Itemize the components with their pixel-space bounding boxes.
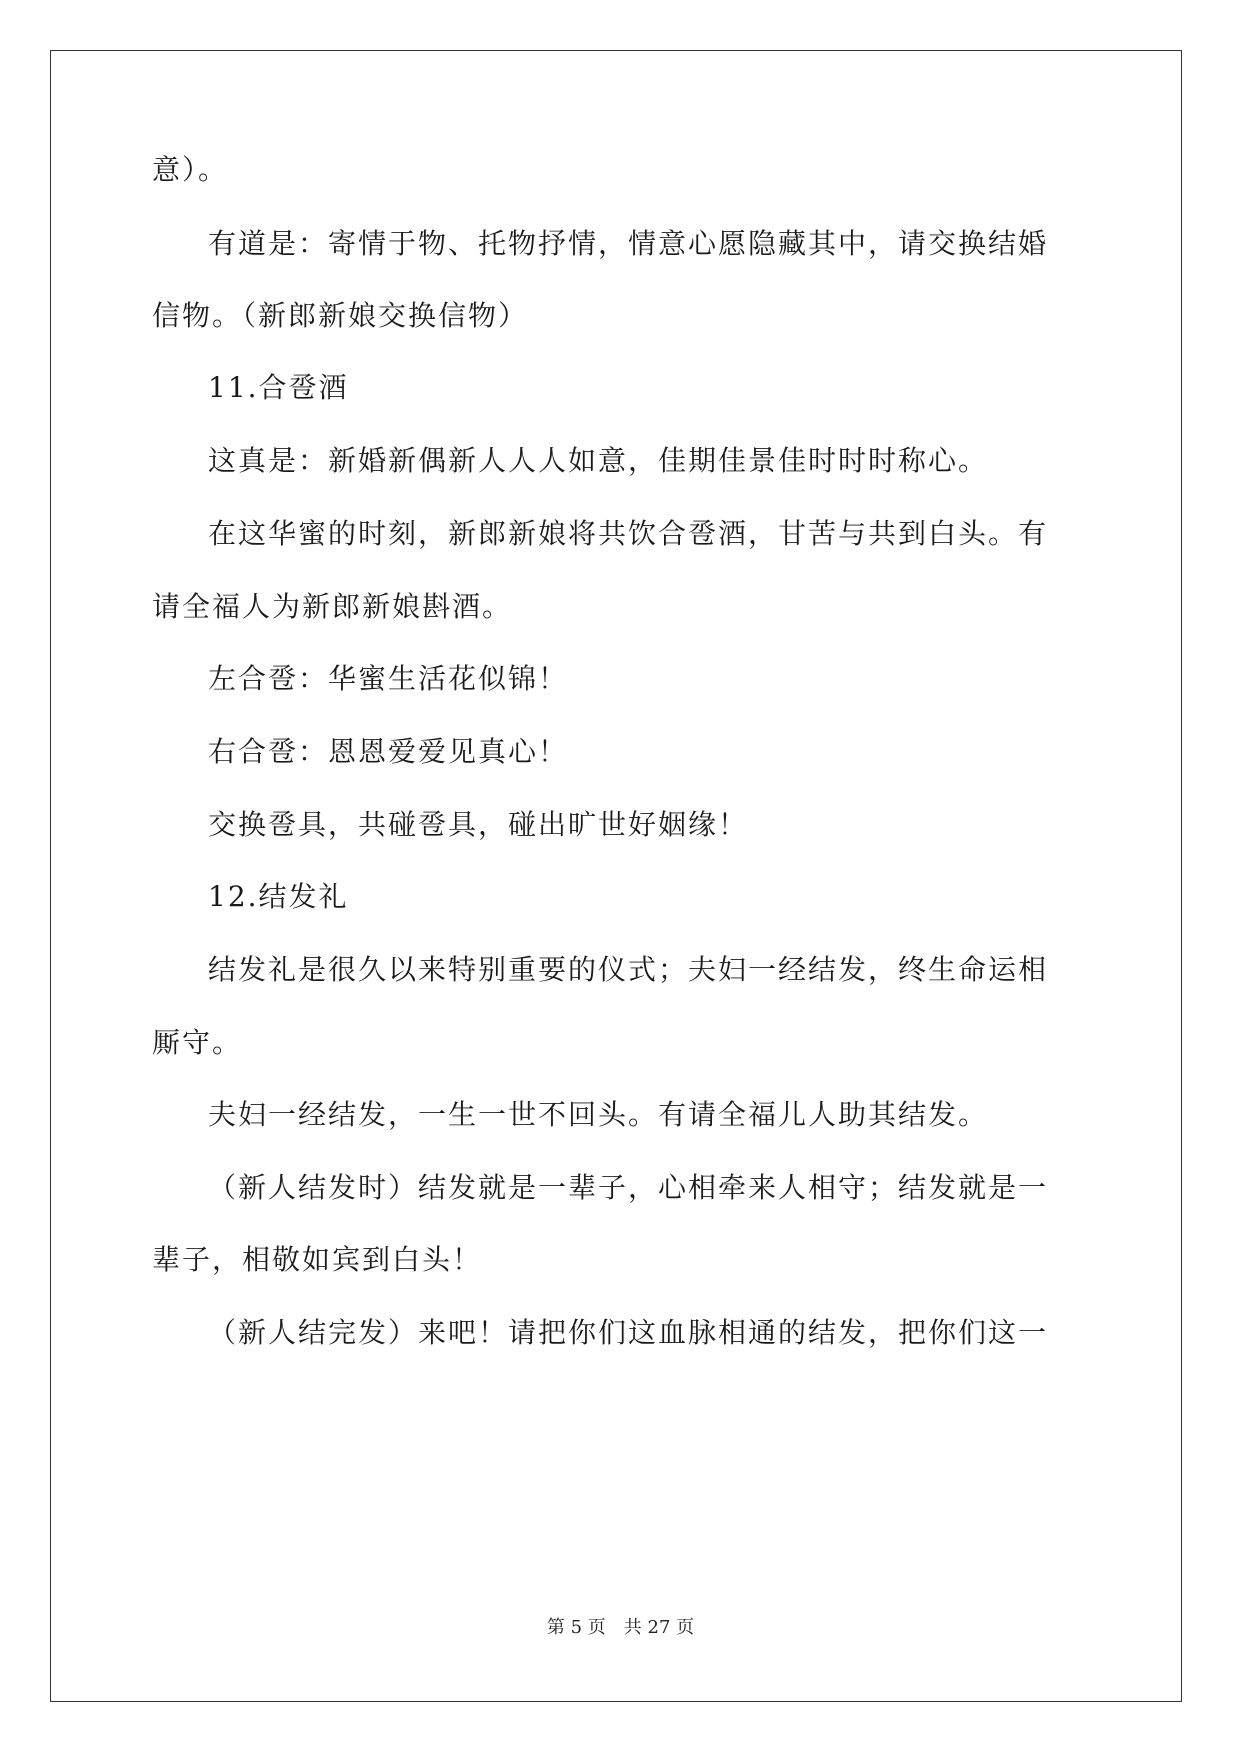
text-line: 厮守。 bbox=[152, 1026, 243, 1059]
paragraph-line: 这真是：新婚新偶新人人人如意，佳期佳景佳时时时称心。 bbox=[208, 444, 989, 477]
text-line: 意）。 bbox=[152, 153, 229, 186]
section-heading: 11.合卺酒 bbox=[208, 371, 349, 404]
text-line: 辈子，相敬如宾到白头！ bbox=[152, 1243, 483, 1276]
page-footer bbox=[0, 1616, 1241, 1640]
paragraph-line: （新人结完发）来吧！请把你们这血脉相通的结发，把你们这一 bbox=[208, 1316, 1049, 1349]
paragraph-line: （新人结发时）结发就是一辈子，心相牵来人相守；结发就是一 bbox=[208, 1171, 1049, 1204]
page-number-label: 第 5 页 共 27 页 bbox=[546, 1617, 695, 1638]
paragraph-line: 右合卺：恩恩爱爱见真心！ bbox=[208, 735, 569, 768]
paragraph-line: 结发礼是很久以来特别重要的仪式；夫妇一经结发，终生命运相 bbox=[208, 953, 1049, 986]
paragraph-line: 左合卺：华蜜生活花似锦！ bbox=[208, 662, 569, 695]
paragraph-line: 交换卺具，共碰卺具，碰出旷世好姻缘！ bbox=[208, 808, 749, 841]
text-line: 信物。（新郎新娘交换信物） bbox=[152, 299, 529, 332]
paragraph-line: 有道是：寄情于物、托物抒情，情意心愿隐藏其中，请交换结婚 bbox=[208, 227, 1049, 260]
paragraph-line: 夫妇一经结发，一生一世不回头。有请全福儿人助其结发。 bbox=[208, 1098, 989, 1131]
section-heading: 12.结发礼 bbox=[208, 880, 349, 913]
text-line: 请全福人为新郎新娘斟酒。 bbox=[152, 590, 513, 623]
paragraph-line: 在这华蜜的时刻，新郎新娘将共饮合卺酒，甘苦与共到白头。有 bbox=[208, 517, 1049, 550]
